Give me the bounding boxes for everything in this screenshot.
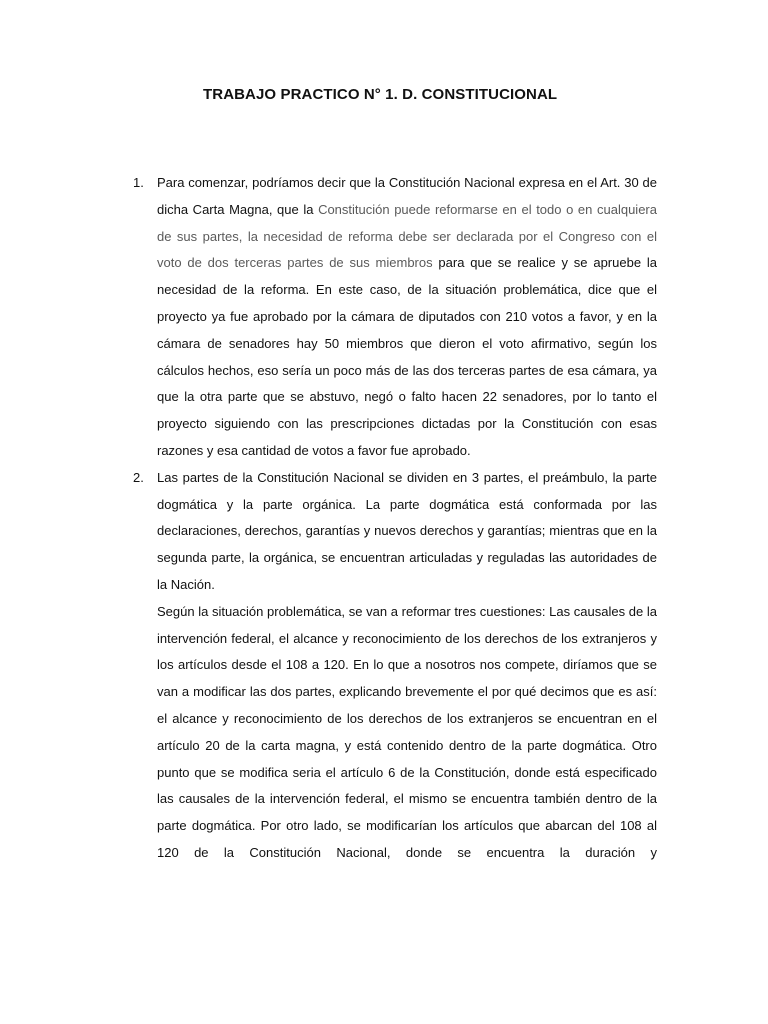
answer-list	[133, 170, 657, 867]
list-item-number: 2.	[133, 469, 144, 485]
paragraph-1	[157, 170, 657, 465]
paragraph-2: Las partes de la Constitución Nacional se dividen en 3 partes, el preámbulo, la parte dogmática y la parte orgánica. La parte dogmática está conformada por las declaraciones, derechos, garantías y nuevos derechos y garantías; mientras que en la segunda parte, la orgánica, se encuentran articuladas y reguladas las autoridades de la Nación.	[157, 469, 657, 592]
paragraph-3: Según la situación problemática, se van a reformar tres cuestiones: Las causales de la intervención federal, el alcance y reconocimiento de los derechos de los extranjeros y los artículos desde el 108 a 120. En lo que a nosotros nos compete, diríamos que se van a modificar las dos partes, explicando brevemente el por qué decimos que es así: el alcance y reconocimiento de los derechos de los extranjeros se encuentran en el artículo 20 de la carta magna, y está contenido dentro de la parte dogmática. Otro punto que se modifica seria el artículo 6 de la Constitución, donde está especificado las causales de la intervención federal, el mismo se encuentra también dentro de la parte dogmática. Por otro lado, se modificarían los artículos que abarcan del 108 al 120 de la Constitución Nacional, donde se encuentra la duración y	[157, 603, 657, 860]
document-title: TRABAJO PRACTICO N° 1. D. CONSTITUCIONAL	[203, 86, 558, 103]
list-item-1	[133, 170, 657, 465]
paragraph-text: Para comenzar, podríamos decir que la Constitución Nacional expresa en el Art. 30 de dicha Carta Magna, que la	[157, 175, 657, 217]
list-item-2	[133, 465, 657, 867]
list-item-number: 1.	[133, 175, 144, 190]
paragraph-text: para que se realice y se apruebe la necesidad de la reforma. En este caso, de la situación problemática, dice que el proyecto ya fue aprobado por la cámara de diputados con 210 votos a favor, y en la cámara de senadores hay 50 miembros que dieron el voto afirmativo, según los cálculos hechos, eso sería un poco más de las dos terceras partes de esa cámara, ya que la otra parte que se abstuvo, negó o falto hacen 22 senadores, por lo tanto el proyecto siguiendo con las prescripciones dictadas por la Constitución con esas razones y esa cantidad de votos a favor fue aprobado.	[157, 255, 657, 458]
constitution-quote: Constitución puede reformarse en el todo o en cualquiera de sus partes, la necesidad de reforma debe ser declarada por el Congreso con el voto de dos terceras partes de sus miembros	[157, 201, 657, 271]
